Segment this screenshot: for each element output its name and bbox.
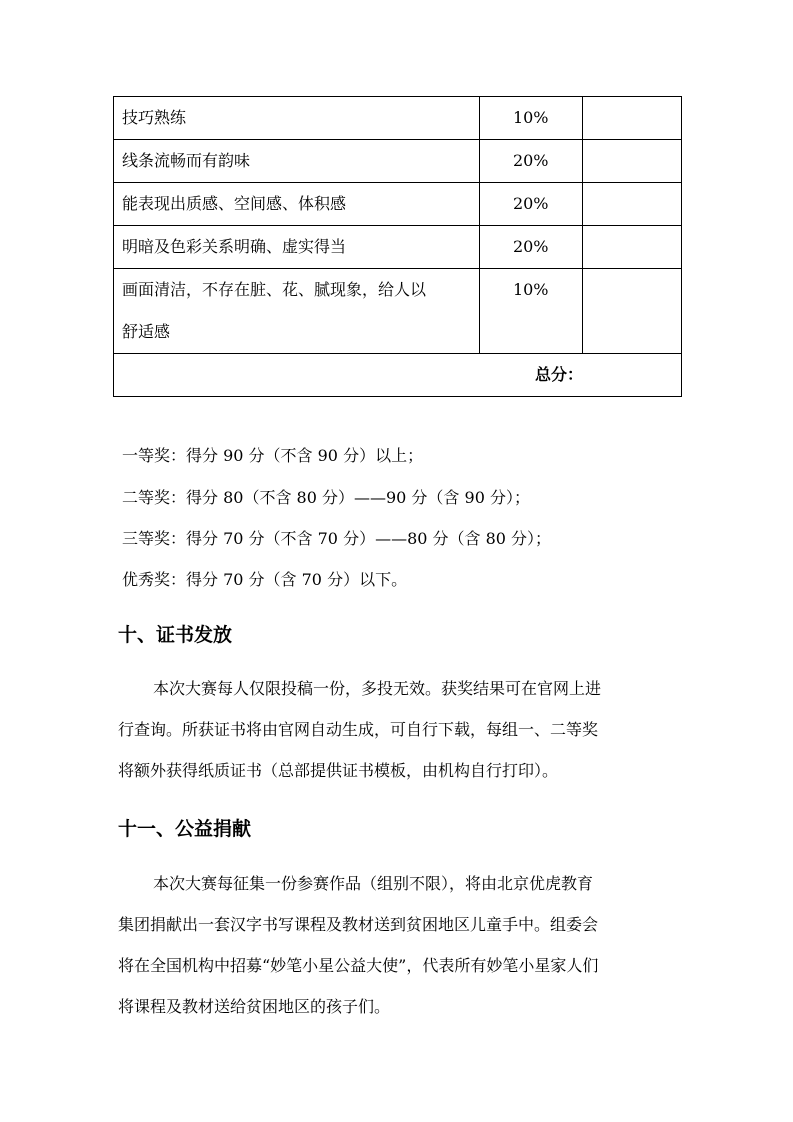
section-paragraph-certificates	[118, 668, 680, 791]
paragraph-line: 将课程及教材送给贫困地区的孩子们。	[118, 997, 391, 1016]
weight-cell: 20%	[479, 140, 582, 183]
score-cell	[582, 183, 681, 226]
section-heading-certificates: 十、证书发放	[118, 624, 233, 646]
weight-cell: 10%	[479, 97, 582, 140]
total-row	[114, 354, 682, 397]
table-row	[114, 97, 682, 140]
total-label: 总分：	[114, 354, 682, 397]
award-second: 二等奖：得分 80（不含 80 分）——90 分（含 90 分）；	[122, 488, 530, 507]
criterion-cell: 明暗及色彩关系明确、虚实得当	[114, 226, 480, 269]
table-row	[114, 226, 682, 269]
weight-cell: 10%	[479, 269, 582, 354]
award-first: 一等奖：得分 90 分（不含 90 分）以上；	[122, 446, 424, 465]
score-cell	[582, 226, 681, 269]
weight-cell: 20%	[479, 226, 582, 269]
criterion-line: 画面清洁，不存在脏、花、腻现象，给人以	[122, 280, 427, 299]
criterion-cell: 技巧熟练	[114, 97, 480, 140]
table-row	[114, 140, 682, 183]
section-heading-charity: 十一、公益捐献	[118, 818, 252, 840]
section-paragraph-charity	[118, 863, 680, 1027]
score-cell	[582, 97, 681, 140]
paragraph-line: 集团捐献出一套汉字书写课程及教材送到贫困地区儿童手中。组委会	[118, 915, 599, 934]
score-table	[113, 96, 682, 397]
table-row	[114, 183, 682, 226]
score-cell	[582, 269, 681, 354]
criterion-cell	[114, 269, 480, 354]
table-row	[114, 269, 682, 354]
criterion-line: 舒适感	[122, 322, 171, 341]
award-excellence: 优秀奖：得分 70 分（含 70 分）以下。	[122, 570, 408, 589]
paragraph-line: 将在全国机构中招募“妙笔小星公益大使”，代表所有妙笔小星家人们	[118, 956, 599, 975]
score-cell	[582, 140, 681, 183]
criterion-cell: 能表现出质感、空间感、体积感	[114, 183, 480, 226]
criterion-cell: 线条流畅而有韵味	[114, 140, 480, 183]
paragraph-line: 本次大赛每征集一份参赛作品（组别不限），将由北京优虎教育	[153, 874, 594, 893]
paragraph-line: 行查询。所获证书将由官网自动生成，可自行下载，每组一、二等奖	[118, 720, 599, 739]
paragraph-line: 将额外获得纸质证书（总部提供证书模板，由机构自行打印）。	[118, 761, 559, 780]
award-third: 三等奖：得分 70 分（不含 70 分）——80 分（含 80 分）；	[122, 529, 552, 548]
weight-cell: 20%	[479, 183, 582, 226]
paragraph-line: 本次大赛每人仅限投稿一份，多投无效。获奖结果可在官网上进	[153, 679, 602, 698]
